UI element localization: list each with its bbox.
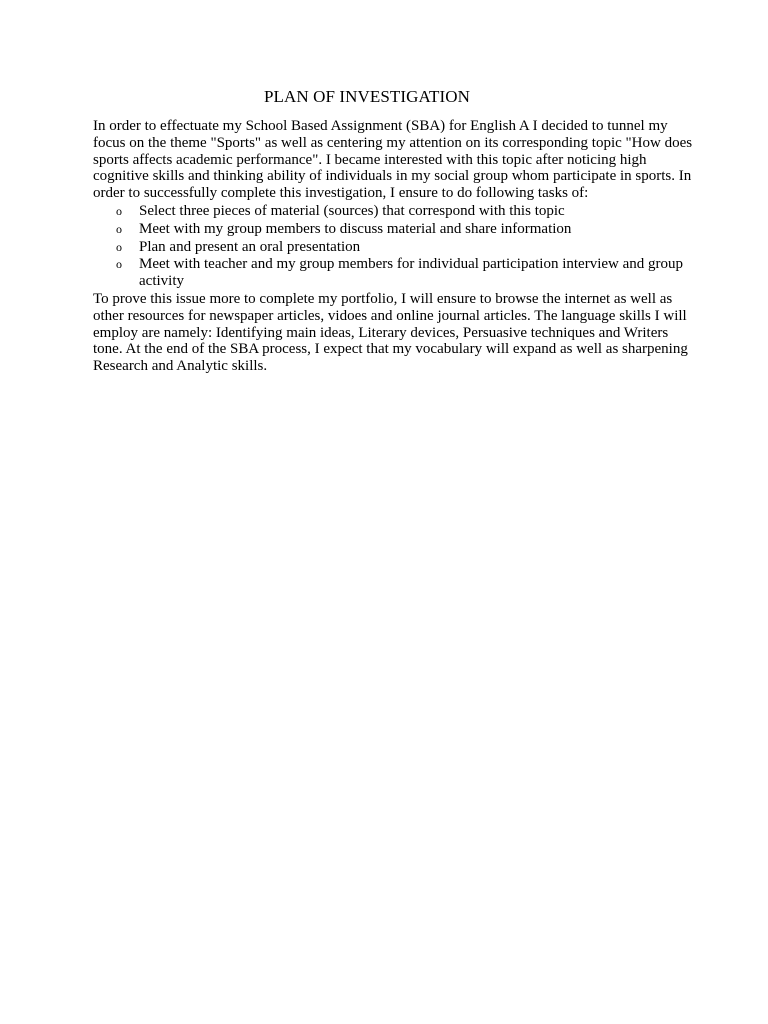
- page-title: PLAN OF INVESTIGATION: [263, 87, 471, 106]
- list-item: [93, 239, 693, 256]
- bullet-marker-icon: o: [116, 257, 122, 272]
- conclusion-paragraph: To prove this issue more to complete my portfolio, I will ensure to browse the internet as well as other resources for newspaper articles, vidoes and online journal articles. The language skills I will employ are namely: Identifying main ideas, Literary devices, Persuasive techniques and Writers tone. At the end of the SBA process, I expect that my vocabulary will expand as well as sharpening Research and Analytic skills.: [93, 290, 688, 375]
- document-body: [93, 118, 693, 375]
- list-item-text: Plan and present an oral presentation: [139, 238, 361, 255]
- list-item-text: Meet with teacher and my group members for individual participation interview and group activity: [139, 256, 684, 290]
- list-item: [93, 256, 693, 290]
- intro-paragraph: In order to effectuate my School Based Assignment (SBA) for English A I decided to tunnel my focus on the theme "Sports" as well as centering my attention on its corresponding topic "How does sports affects academic performance". I became interested with this topic after noticing high cognitive skills and thinking ability of individuals in my social group whom participate in sports. In order to successfully complete this investigation, I ensure to do following tasks of:: [93, 118, 693, 202]
- bullet-marker-icon: o: [116, 221, 122, 236]
- bullet-marker-icon: o: [116, 203, 122, 218]
- bullet-marker-icon: o: [116, 239, 122, 254]
- list-item-text: Meet with my group members to discuss material and share information: [139, 220, 572, 237]
- list-item: [93, 203, 693, 220]
- list-item: [93, 221, 693, 238]
- task-list: [93, 203, 693, 290]
- list-item-text: Select three pieces of material (sources) that correspond with this topic: [139, 202, 565, 219]
